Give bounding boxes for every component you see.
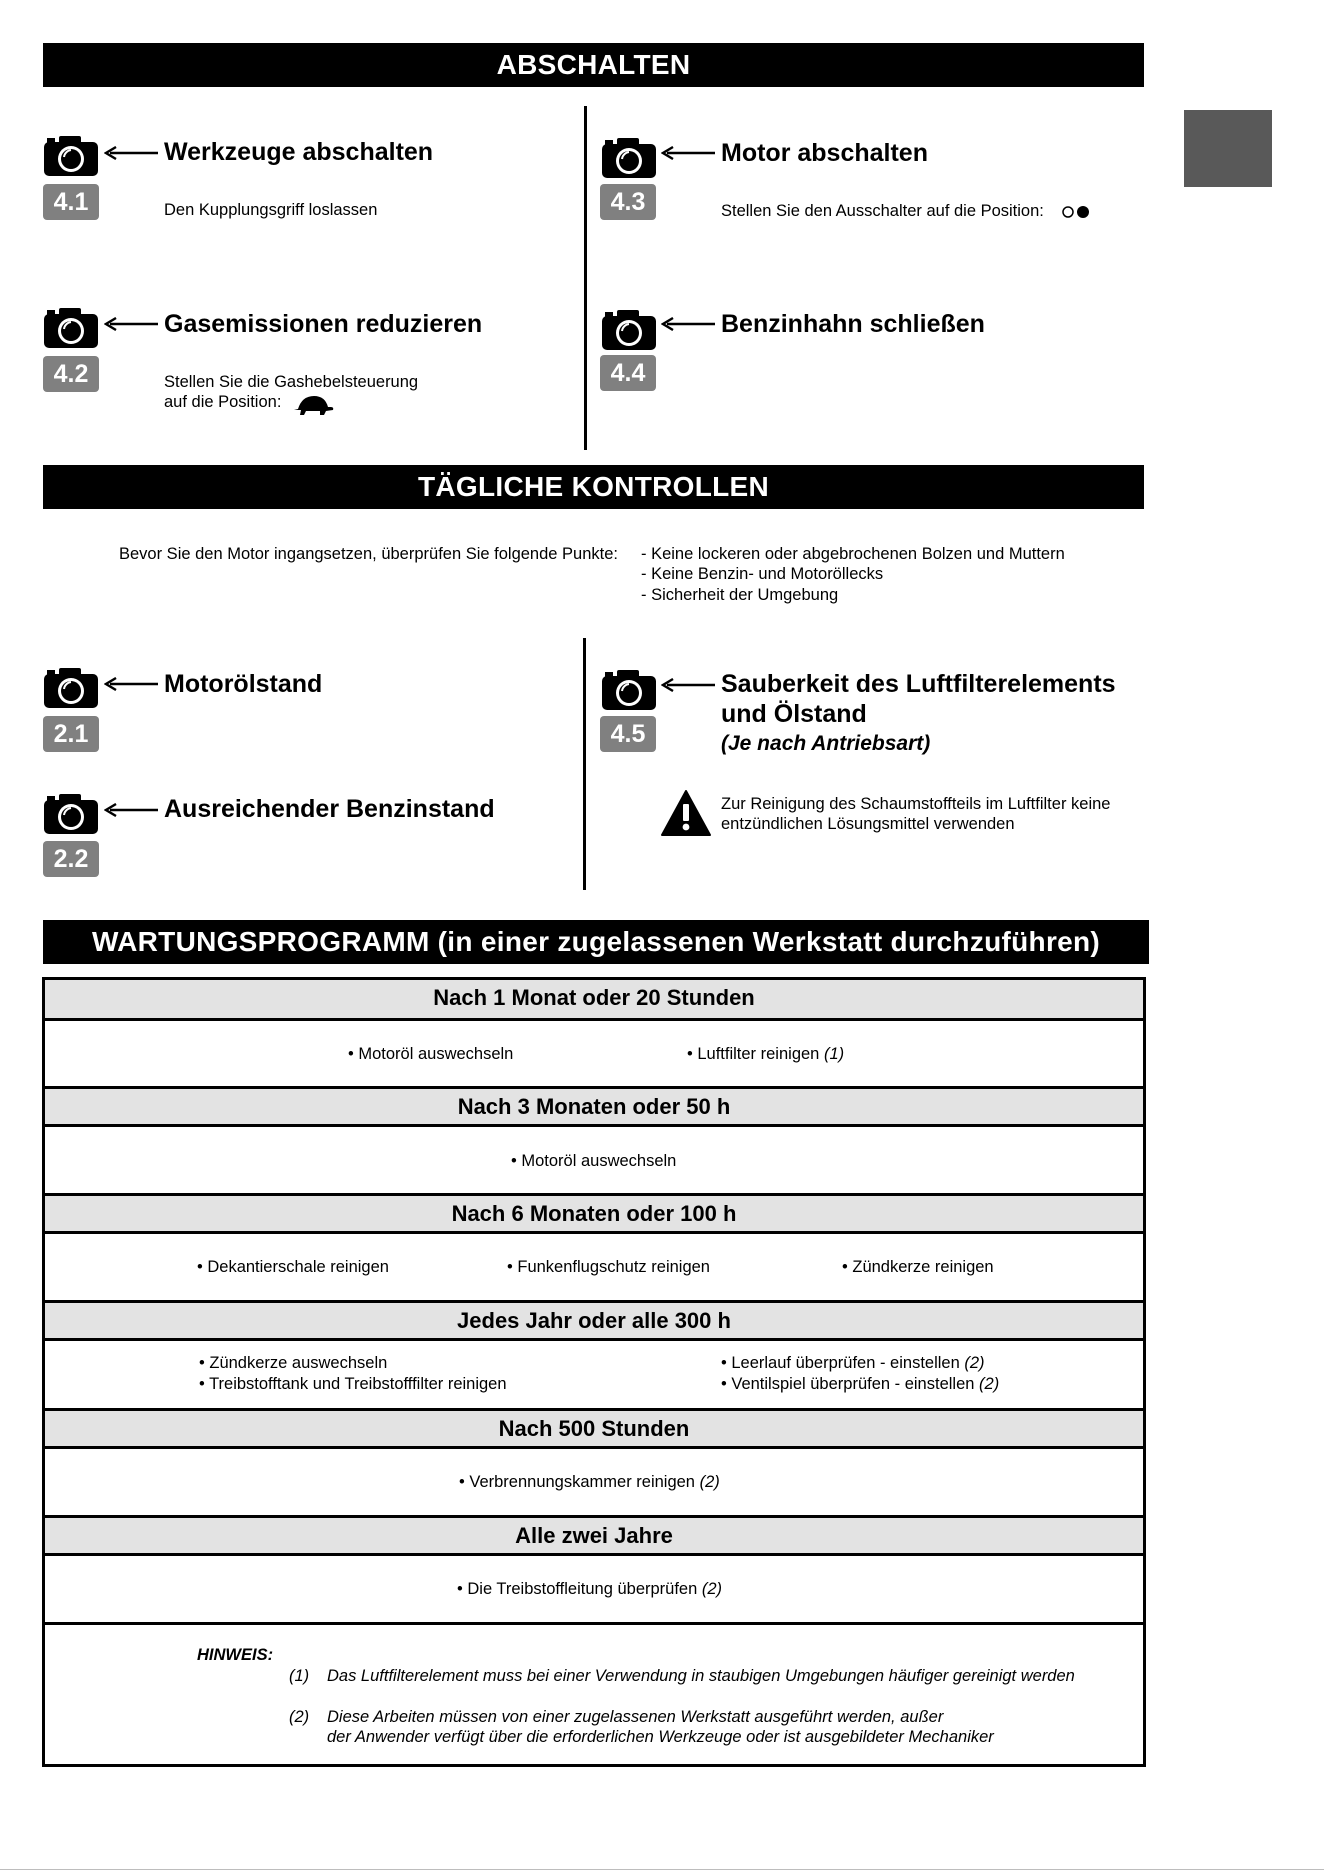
step-badge: 4.3 (600, 184, 656, 220)
step-title: Ausreichender Benzinstand (164, 795, 495, 823)
arrow-left-icon (661, 317, 715, 331)
step-badge: 4.4 (600, 355, 656, 391)
camera-icon (600, 136, 658, 180)
step-title: Motor abschalten (721, 139, 928, 167)
footnote-ref: (2) (979, 1375, 1000, 1393)
footnote-ref: (1) (823, 1045, 845, 1063)
step-text: auf die Position: (164, 393, 282, 411)
daily-intro-point: - Keine lockeren oder abgebrochenen Bolzen und Muttern (641, 545, 1065, 563)
notes-divider (45, 1622, 1143, 1625)
arrow-left-icon (661, 146, 715, 160)
step-title: Werkzeuge abschalten (164, 138, 434, 166)
warning-icon (660, 789, 712, 837)
step-title: Motorölstand (164, 670, 323, 698)
schedule-item: • Leerlauf überprüfen - einstellen (2) (721, 1354, 985, 1372)
footnote-ref: (2) (699, 1473, 720, 1491)
step-badge: 2.2 (43, 841, 99, 877)
note-text: Das Luftfilterelement muss bei einer Verwendung in staubigen Umgebungen häufiger gereinigt werden (327, 1667, 1075, 1685)
schedule-item: • Treibstofftank und Treibstofffilter reinigen (199, 1375, 507, 1393)
off-position-icon (1061, 205, 1091, 219)
section-title-daily: TÄGLICHE KONTROLLEN (417, 471, 769, 502)
daily-intro-lead: Bevor Sie den Motor ingangsetzen, überprüfen Sie folgende Punkte: (119, 545, 618, 563)
notes-label: HINWEIS: (197, 1646, 274, 1664)
step-text: Stellen Sie den Ausschalter auf die Position: (721, 202, 1044, 220)
note-number: (2) (289, 1708, 310, 1726)
step-badge: 4.5 (600, 716, 656, 752)
arrow-left-icon (661, 678, 715, 692)
schedule-header: Nach 6 Monaten oder 100 h (45, 1193, 1143, 1234)
turtle-icon (292, 394, 334, 416)
footnote-ref: (2) (701, 1580, 723, 1598)
schedule-item: • Die Treibstoffleitung überprüfen (2) (457, 1580, 723, 1598)
schedule-item: • Dekantierschale reinigen (197, 1258, 389, 1276)
schedule-item: • Luftfilter reinigen (1) (687, 1045, 845, 1063)
camera-icon (600, 308, 658, 352)
step-title: und Ölstand (721, 700, 867, 728)
section-bar-shutdown (43, 43, 1144, 87)
camera-icon (600, 668, 658, 712)
step-text: Den Kupplungsgriff loslassen (164, 201, 378, 219)
schedule-item: • Zündkerze auswechseln (199, 1354, 388, 1372)
warning-text: entzündlichen Lösungsmittel verwenden (721, 815, 1015, 833)
camera-icon (42, 134, 100, 178)
note-number: (1) (289, 1667, 310, 1685)
step-text: Stellen Sie die Gashebelsteuerung (164, 373, 419, 391)
schedule-item: • Ventilspiel überprüfen - einstellen (2) (721, 1375, 1000, 1393)
step-title: Sauberkeit des Luftfilterelements (721, 670, 1116, 698)
schedule-header: Alle zwei Jahre (45, 1515, 1143, 1556)
schedule-header: Jedes Jahr oder alle 300 h (45, 1300, 1143, 1341)
step-subtitle: (Je nach Antriebsart) (721, 732, 931, 755)
schedule-header: Nach 3 Monaten oder 50 h (45, 1086, 1143, 1127)
schedule-item: • Motoröl auswechseln (348, 1045, 514, 1063)
schedule-item: • Funkenflugschutz reinigen (507, 1258, 710, 1276)
schedule-item: • Verbrennungskammer reinigen (2) (459, 1473, 720, 1491)
step-title: Benzinhahn schließen (721, 310, 985, 338)
daily-intro-point: - Sicherheit der Umgebung (641, 586, 839, 604)
arrow-left-icon (104, 317, 158, 331)
camera-icon (42, 666, 100, 710)
section-bar-daily (43, 465, 1144, 509)
step-badge: 4.1 (43, 184, 99, 220)
camera-icon (42, 792, 100, 836)
column-divider-daily (583, 638, 586, 890)
section-title-maintenance: WARTUNGSPROGRAMM (in einer zugelassenen Werkstatt durchzuführen) (91, 926, 1101, 957)
footnote-ref: (2) (964, 1354, 985, 1372)
schedule-item: • Motoröl auswechseln (511, 1152, 677, 1170)
section-bar-maintenance (43, 920, 1149, 964)
note-text: der Anwender verfügt über die erforderlichen Werkzeuge oder ist ausgebildeter Mechaniker (327, 1728, 994, 1746)
arrow-left-icon (104, 803, 158, 817)
note-text: Diese Arbeiten müssen von einer zugelassenen Werkstatt ausgeführt werden, außer (327, 1708, 944, 1726)
daily-intro-point: - Keine Benzin- und Motoröllecks (641, 565, 884, 583)
step-badge: 2.1 (43, 716, 99, 752)
schedule-header: Nach 1 Monat oder 20 Stunden (45, 980, 1143, 1021)
step-badge: 4.2 (43, 356, 99, 392)
page-edge-line (0, 1869, 1324, 1870)
warning-text: Zur Reinigung des Schaumstoffteils im Luftfilter keine (721, 795, 1111, 813)
arrow-left-icon (104, 146, 158, 160)
schedule-header: Nach 500 Stunden (45, 1408, 1143, 1449)
chapter-tab (1184, 110, 1272, 187)
camera-icon (42, 306, 100, 350)
column-divider-shutdown (584, 106, 587, 450)
schedule-item: • Zündkerze reinigen (842, 1258, 994, 1276)
arrow-left-icon (104, 677, 158, 691)
maintenance-table (42, 977, 1146, 1767)
step-title: Gasemissionen reduzieren (164, 310, 483, 338)
section-title-shutdown: ABSCHALTEN (496, 49, 691, 80)
